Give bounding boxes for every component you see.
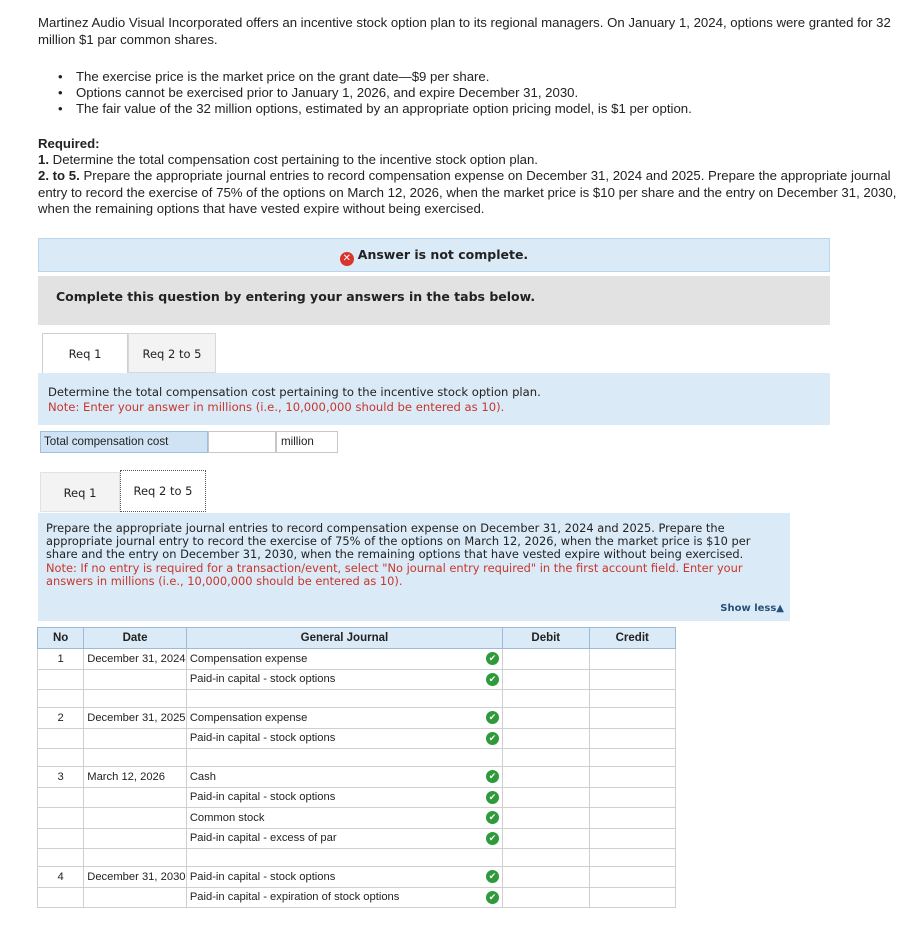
account-cell[interactable]: Common stock — [186, 808, 483, 829]
entry-number: 3 — [38, 767, 84, 788]
req2-panel-text: Prepare the appropriate journal entries to record compensation expense on December 31, 2024 and 2025. Prepare the appropriate journal entry to record the exercise of 75% of the options on March 12, 2026, when the market price is $10 per share and the entry on December 31, 2030, when the remaining options that have vested expire without being exercised. — [46, 521, 751, 562]
compensation-label: Total compensation cost — [40, 431, 208, 453]
required-section — [38, 136, 898, 217]
tab-req-2-to-5[interactable]: Req 2 to 5 — [128, 333, 216, 373]
credit-input[interactable] — [589, 887, 676, 908]
compensation-input[interactable] — [208, 431, 276, 453]
table-row — [38, 887, 676, 908]
journal-header-row — [38, 628, 676, 649]
req1-panel-note: Note: Enter your answer in millions (i.e., 10,000,000 should be entered as 10). — [48, 400, 505, 414]
account-cell[interactable]: Cash — [186, 767, 483, 788]
credit-input[interactable] — [589, 767, 676, 788]
credit-input[interactable] — [589, 828, 676, 849]
credit-input[interactable] — [589, 808, 676, 829]
tab-req-1[interactable]: Req 1 — [42, 333, 128, 373]
required-label: Required: — [38, 136, 100, 151]
req2-panel-note: Note: If no entry is required for a transaction/event, select "No journal entry required" in the first account field. Enter your answers in millions (i.e., 10,000,000 should be entered as 10). — [46, 560, 743, 588]
debit-input[interactable] — [503, 767, 589, 788]
credit-input[interactable] — [589, 787, 676, 808]
problem-bullets — [58, 69, 692, 117]
req1-number: 1. — [38, 152, 49, 168]
check-icon: ✔ — [486, 673, 499, 686]
check-icon: ✔ — [486, 791, 499, 804]
check-icon: ✔ — [486, 811, 499, 824]
credit-input[interactable] — [589, 649, 676, 670]
credit-input[interactable] — [589, 728, 676, 749]
table-row — [38, 767, 676, 788]
account-cell[interactable]: Paid-in capital - stock options — [186, 867, 483, 888]
show-less-link[interactable]: Show less▲ — [720, 602, 784, 614]
header-debit: Debit — [503, 628, 589, 649]
credit-input[interactable] — [589, 669, 676, 690]
table-row — [38, 867, 676, 888]
debit-input[interactable] — [503, 728, 589, 749]
credit-input[interactable] — [589, 867, 676, 888]
debit-input[interactable] — [503, 867, 589, 888]
instructions-box: Complete this question by entering your answers in the tabs below. — [38, 276, 830, 325]
account-cell[interactable]: Paid-in capital - stock options — [186, 787, 483, 808]
account-cell[interactable]: Paid-in capital - excess of par — [186, 828, 483, 849]
req1-panel — [38, 373, 830, 425]
entry-number: 1 — [38, 649, 84, 670]
check-icon: ✔ — [486, 770, 499, 783]
table-row — [38, 728, 676, 749]
req1-text: Determine the total compensation cost pertaining to the incentive stock option plan. — [49, 152, 538, 168]
tab-req-1-lower[interactable]: Req 1 — [40, 472, 120, 512]
req2-panel — [38, 513, 790, 621]
date-cell[interactable]: December 31, 2030 — [84, 867, 187, 888]
debit-input[interactable] — [503, 649, 589, 670]
journal-table — [37, 627, 676, 908]
account-cell[interactable]: Paid-in capital - stock options — [186, 669, 483, 690]
header-no: No — [38, 628, 84, 649]
req1-panel-text: Determine the total compensation cost pertaining to the incentive stock option plan. — [48, 385, 541, 399]
date-cell[interactable]: March 12, 2026 — [84, 767, 187, 788]
entry-number: 2 — [38, 708, 84, 729]
debit-input[interactable] — [503, 808, 589, 829]
account-cell[interactable]: Compensation expense — [186, 708, 483, 729]
bullet-item: • Options cannot be exercised prior to January 1, 2026, and expire December 31, 2030. — [58, 85, 692, 101]
bullet-item: • The exercise price is the market price on the grant date—$9 per share. — [58, 69, 692, 85]
debit-input[interactable] — [503, 887, 589, 908]
check-icon: ✔ — [486, 652, 499, 665]
check-icon: ✔ — [486, 891, 499, 904]
date-cell[interactable]: December 31, 2025 — [84, 708, 187, 729]
x-circle-icon: ✕ — [340, 252, 354, 266]
check-icon: ✔ — [486, 832, 499, 845]
account-cell[interactable]: Compensation expense — [186, 649, 483, 670]
date-cell[interactable]: December 31, 2024 — [84, 649, 187, 670]
table-row — [38, 649, 676, 670]
problem-intro: Martinez Audio Visual Incorporated offers an incentive stock option plan to its regional managers. On January 1, 2024, options were granted for 32 million $1 par common shares. — [38, 15, 891, 47]
account-cell[interactable]: Paid-in capital - expiration of stock options — [186, 887, 483, 908]
req2-number: 2. to 5. — [38, 168, 80, 184]
table-row — [38, 828, 676, 849]
header-credit: Credit — [589, 628, 676, 649]
entry-number: 4 — [38, 867, 84, 888]
check-icon: ✔ — [486, 870, 499, 883]
table-row — [38, 849, 676, 867]
debit-input[interactable] — [503, 669, 589, 690]
answer-status-banner — [38, 238, 830, 272]
req2-text: Prepare the appropriate journal entries to record compensation expense on December 31, 2024 and 2025. Prepare the appropriate journal entry to record the exercise of 75% of the options on March 12, 2026, when the market price is $10 per share and the entry on December 31, 2030, when the remaining options that have vested expire without being exercised. — [38, 168, 897, 216]
debit-input[interactable] — [503, 708, 589, 729]
compensation-unit: million — [276, 431, 338, 453]
table-row — [38, 749, 676, 767]
debit-input[interactable] — [503, 828, 589, 849]
tab-req-2-to-5-lower[interactable]: Req 2 to 5 — [120, 470, 206, 512]
table-row — [38, 669, 676, 690]
debit-input[interactable] — [503, 787, 589, 808]
answer-status-text: Answer is not complete. — [357, 247, 529, 262]
table-row — [38, 708, 676, 729]
header-date: Date — [84, 628, 187, 649]
credit-input[interactable] — [589, 708, 676, 729]
check-icon: ✔ — [486, 711, 499, 724]
account-cell[interactable]: Paid-in capital - stock options — [186, 728, 483, 749]
table-row — [38, 808, 676, 829]
bullet-item: • The fair value of the 32 million options, estimated by an appropriate option pricing model, is $1 per option. — [58, 101, 692, 117]
header-general-journal: General Journal — [186, 628, 502, 649]
table-row — [38, 690, 676, 708]
table-row — [38, 787, 676, 808]
check-icon: ✔ — [486, 732, 499, 745]
